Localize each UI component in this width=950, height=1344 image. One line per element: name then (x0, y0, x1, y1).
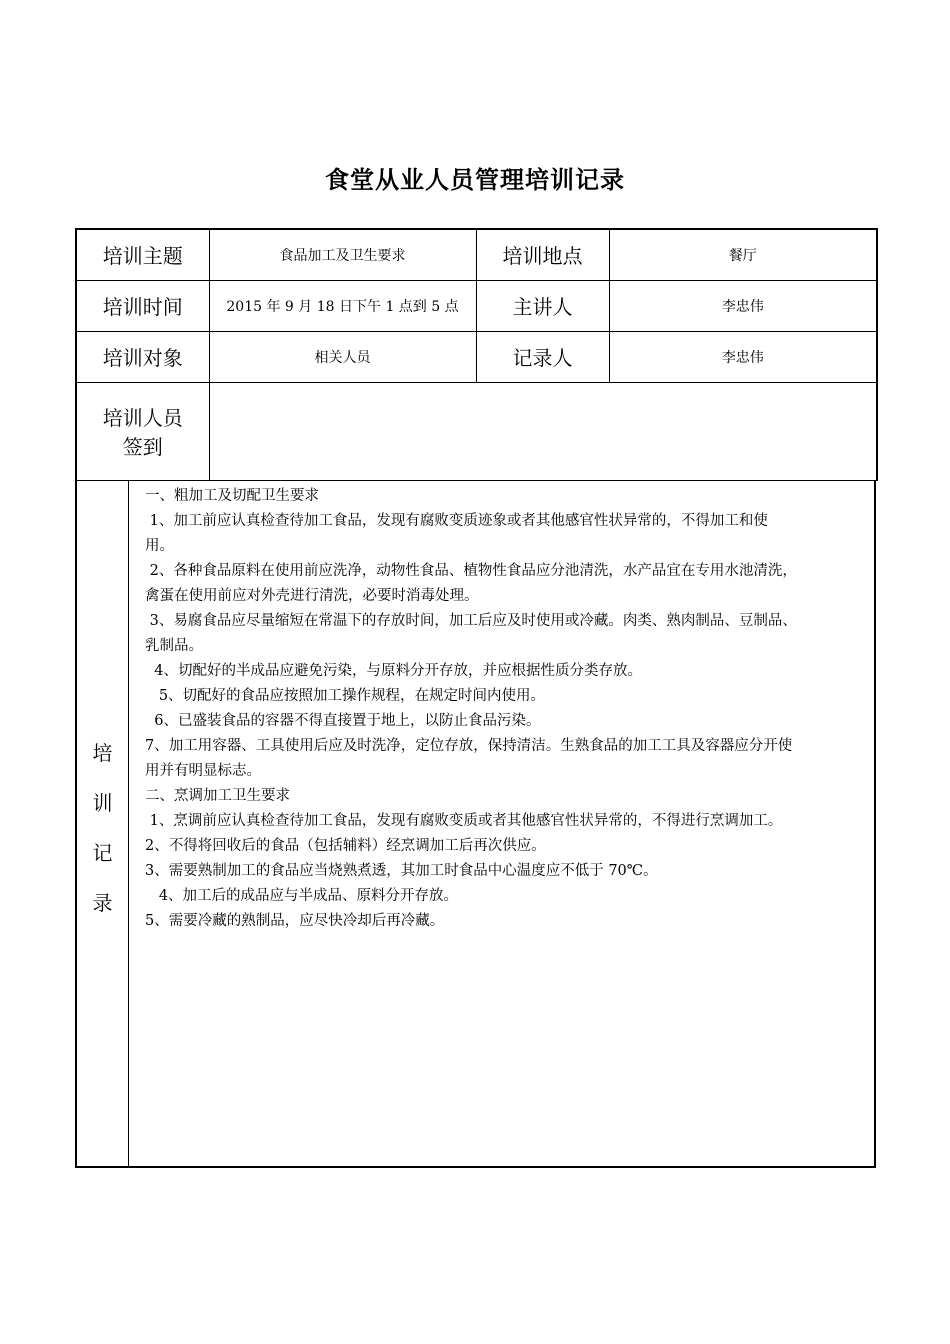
topic-value: 食品加工及卫生要求 (209, 229, 476, 280)
record-line: 3、需要熟制加工的食品应当烧熟煮透，其加工时食品中心温度应不低于 70℃。 (145, 863, 658, 879)
record-label-char: 培 (92, 741, 113, 765)
topic-label: 培训主题 (76, 229, 209, 280)
speaker-label: 主讲人 (476, 280, 609, 331)
location-value: 餐厅 (609, 229, 877, 280)
record-line: 4、加工后的成品应与半成品、原料分开存放。 (145, 888, 459, 904)
record-line: 2、各种食品原料在使用前应洗净，动物性食品、植物性食品应分池清洗，水产品宜在专用水池清洗， (145, 563, 797, 579)
signin-label (76, 382, 209, 480)
signin-area (209, 382, 877, 480)
training-info-table (75, 228, 878, 481)
record-line: 7、加工用容器、工具使用后应及时洗净，定位存放，保持清洁。生熟食品的加工工具及容器应分开使 (145, 738, 793, 754)
training-record-section (75, 480, 876, 1168)
record-line: 6、已盛装食品的容器不得直接置于地上，以防止食品污染。 (145, 713, 541, 729)
record-line: 1、加工前应认真检查待加工食品，发现有腐败变质迹象或者其他感官性状异常的，不得加工和使 (145, 513, 768, 529)
record-line: 用。 (145, 538, 174, 554)
location-label: 培训地点 (476, 229, 609, 280)
recorder-label: 记录人 (476, 331, 609, 382)
recorder-value: 李忠伟 (609, 331, 877, 382)
record-content (145, 484, 868, 934)
signin-label-line2: 签到 (122, 435, 163, 459)
time-value: 2015 年 9 月 18 日下午 1 点到 5 点 (209, 280, 476, 331)
page-title: 食堂从业人员管理培训记录 (325, 166, 625, 194)
record-line: 5、需要冷藏的熟制品，应尽快冷却后再冷藏。 (145, 913, 445, 929)
signin-label-line1: 培训人员 (102, 406, 183, 430)
record-line: 1、烹调前应认真检查待加工食品，发现有腐败变质或者其他感官性状异常的，不得进行烹调加工。 (145, 813, 783, 829)
audience-value: 相关人员 (209, 331, 476, 382)
record-line: 一、粗加工及切配卫生要求 (145, 488, 319, 504)
record-line: 5、切配好的食品应按照加工操作规程，在规定时间内使用。 (145, 688, 546, 704)
time-label: 培训时间 (76, 280, 209, 331)
record-label-char: 训 (92, 791, 113, 815)
record-line: 二、烹调加工卫生要求 (145, 788, 290, 804)
record-line: 4、切配好的半成品应避免污染，与原料分开存放，并应根据性质分类存放。 (145, 663, 642, 679)
record-line: 用并有明显标志。 (145, 763, 261, 779)
record-line: 3、易腐食品应尽量缩短在常温下的存放时间，加工后应及时使用或冷藏。肉类、熟肉制品、豆制品、 (145, 613, 797, 629)
record-line: 禽蛋在使用前应对外壳进行清洗，必要时消毒处理。 (145, 588, 479, 604)
speaker-value: 李忠伟 (609, 280, 877, 331)
record-line: 2、不得将回收后的食品（包括辅料）经烹调加工后再次供应。 (145, 838, 546, 854)
record-label-column (77, 480, 129, 1166)
record-line: 乳制品。 (145, 638, 203, 654)
audience-label: 培训对象 (76, 331, 209, 382)
record-label-char: 记 (92, 841, 113, 865)
record-label-char: 录 (92, 891, 113, 915)
